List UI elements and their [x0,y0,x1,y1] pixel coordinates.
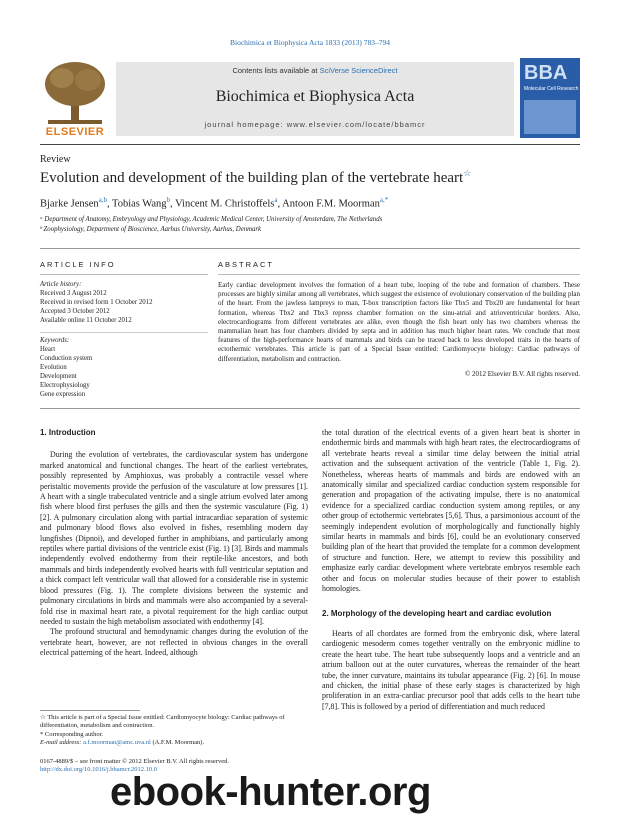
journal-cover-image: BBA Molecular Cell Research [520,58,580,138]
issn-doi: 0167-4889/$ – see front matter © 2012 Elsevier B.V. All rights reserved. http://dx.doi.org/10.1016/j.bbamcr.2012.10.0 [40,758,308,775]
divider [40,332,208,333]
section-heading: 2. Morphology of the developing heart and cardiac evolution [322,608,552,618]
abstract-text: Early cardiac development involves the formation of a heart tube, looping of the tube and formation of chambers. These processes are highly similar among all vertebrates, which suggest the existence of evolutionary conservation of the building plan of the heart. From the jawless lampreys to man, T-box transcription factors like Tbx5 and Tbx20 are fundamental for heart formation, whereas Tbx2 and Tbx3 repress chamber formation on the sinu-atrial and atrioventricular borders. Also, electrocardiograms from different vertebrates are alike, even though the fish heart only has two chambers whereas the mammalian heart has four chambers divided by septa and in addition has much higher heart rates. We conclude that most features of the high-performance hearts of mammals and birds can be traced back to less developed traits in the hearts of ectothermic vertebrates. This article is part of a Special Issue entitled: Cardiomyocyte biology: Cardiac pathways of differentiation, metabolism and contraction. [218,281,580,363]
journal-name: Biochimica et Biophysica Acta [215,88,415,105]
sciencedirect-link[interactable]: SciVerse ScienceDirect [319,66,398,75]
article-history: Article history: Received 3 August 2012 Received in revised form 1 October 2012 Accepted 3 October 2012 Available online 11 October 2012 [40,281,153,324]
divider [40,274,208,275]
author-affiliation-mark[interactable]: a,* [379,196,389,204]
abstract-heading: ABSTRACT [218,260,275,269]
paragraph: During the evolution of vertebrates, the cardiovascular system has undergone marked anatomical and functional changes. The heart of the earliest vertebrates, possibly represented by Amphioxus, was probably a contractile vessel where peristaltic movements provide the perfusion of the vasculature at low pressures [1]. A heart with a single trabeculated ventricle and a single atrium evolved later among fish where blood first perfuses the gills and then the systemic vasculature (Fig. 1) [2]. A pulmonary circulation along with partial intracardiac separation of systemic and pulmonary blood flows also evolved in fishes, resembling modern day lungfishes (Dipnoi), and developed further in amphibians, and particularly among reptiles where partial divisions of the ventricle exist (Fig. 1) [3]. Birds and mammals independently evolved endothermy from their reptile-like ancestors, and both mammals and birds independently evolved hearts with full ventricular septation and a thick compact left ventricular wall that allowed for a considerable rise in systemic blood pressures (Fig. 1). The complete divisions between the systemic and pulmonary circulations in birds and mammals were also accompanied by a several-fold rise in maximal heart rate, a pivotal requirement for the high cardiac output needed to sustain the high metabolism associated with endothermy [4]. [40,450,308,626]
divider [40,408,580,409]
article-type: Review [40,154,71,165]
author-name[interactable]: Vincent M. Christoffels [175,198,275,210]
affiliation-a: ᵃ Department of Anatomy, Embryology and Physiology, Academic Medical Center, University of Amsterdam, The Netherlands [40,216,383,223]
right-column [322,428,580,712]
divider [218,274,580,275]
email-link[interactable]: a.f.moorman@amc.uva.nl [83,739,151,747]
journal-homepage[interactable]: journal homepage: www.elsevier.com/locate/bbamcr [204,120,426,129]
left-column [40,428,308,659]
section-heading: 1. Introduction [40,428,96,437]
journal-band [116,62,514,136]
contents-line: Contents lists available at SciVerse ScienceDirect [232,66,398,75]
author-affiliation-mark[interactable]: a,b [98,196,107,204]
divider [40,248,580,249]
paragraph: Hearts of all chordates are formed from the embryonic disk, where lateral cardiogenic mesoderm comes together ventrally on the embryonic midline to create the heart tube. The heart tube subsequently loops and a ventricle and an atrium balloon out at the outer curvatures, whereas the remainder of the heart tube, the inner curvature, maintains its tubular appearance (Fig. 2) [6]. In mouse and chicken, the initial phase of these early stages is characterized by high proliferation in an extra-cardiac precursor pool that adds cells to the heart tube [7,8]. This is followed by a period of differentiation and much reduced [322,628,580,711]
author-name[interactable]: Bjarke Jensen [40,198,99,210]
cover-art [524,100,576,134]
article-title: Evolution and development of the building plan of the vertebrate heart☆ [40,168,472,186]
journal-masthead [40,52,580,142]
watermark-text: ebook-hunter.org [110,770,431,814]
footnotes: ☆ This article is part of a Special Issue entitled: Cardiomyocyte biology: Cardiac pathways of differentiation, metabolism and contraction. * Corresponding author. E-mail address: a.f.moorman@amc.uva.nl (A.F.M. Moorman). [40,714,285,747]
paragraph: The profound structural and hemodynamic changes during the evolution of the vertebrate heart, however, are not reflected in obvious changes in the overall electrical patterning of the heart. Indeed, although [40,627,308,658]
footnote-star-icon[interactable]: ☆ [463,168,472,178]
author-list: Bjarke Jensen$^{a,b}$, Tobias Wang$^b$, Vincent M. Christoffels$^a$, Antoon F.M. Moorman$^{a,*}$ [40,196,389,210]
paragraph: the total duration of the electrical events of a given heart beat is shorter in endothermic birds and mammals with high heart rates, the electrocardiograms of all vertebrate hearts reveal a similar time delay between the initial atrial activation and the subsequent activation of the ventricle (Table 1, Fig. 2). Nonetheless, whereas hearts of mammals and birds are endowed with an anatomically similar and specialized cardiac conduction system responsible for generation and propagation of the activating impulse, there is no anatomical evidence for a specialized cardiac conduction system among reptiles, or any other group of ectothermic vertebrates [5,6]. Thus, a parsimonious account of the seemingly independent evolution of morphologically and functionally highly similar hearts in mammals and birds [6], could be an evolutionary conserved building plan of the heart that provided the template for a common development of structure and function. Here, we attempt to review this possibility and emphasize early cardiac development where vertebrate embryos resemble each other and focus on molecular studies because of their power to establish homologies. [322,428,580,594]
author-name[interactable]: Tobias Wang [112,198,167,210]
doi-link[interactable]: http://dx.doi.org/10.1016/j.bbamcr.2012.10.0 [40,766,158,774]
journal-citation[interactable]: Biochimica et Biophysica Acta 1833 (2013) 783–794 [230,38,390,47]
author-name[interactable]: Antoon F.M. Moorman [282,198,380,210]
divider [40,144,580,145]
copyright: © 2012 Elsevier B.V. All rights reserved. [464,370,580,378]
affiliation-b: ᵇ Zoophysiology, Department of Bioscience, Aarhus University, Aarhus, Denmark [40,226,262,233]
keywords: Keywords: Heart Conduction system Evolution Development Electrophysiology Gene expression [40,337,93,398]
article-info-heading: ARTICLE INFO [40,260,116,269]
author-affiliation-mark[interactable]: a [274,196,278,204]
divider [40,710,140,711]
author-affiliation-mark[interactable]: b [166,196,171,204]
elsevier-wordmark: ELSEVIER [45,126,105,138]
